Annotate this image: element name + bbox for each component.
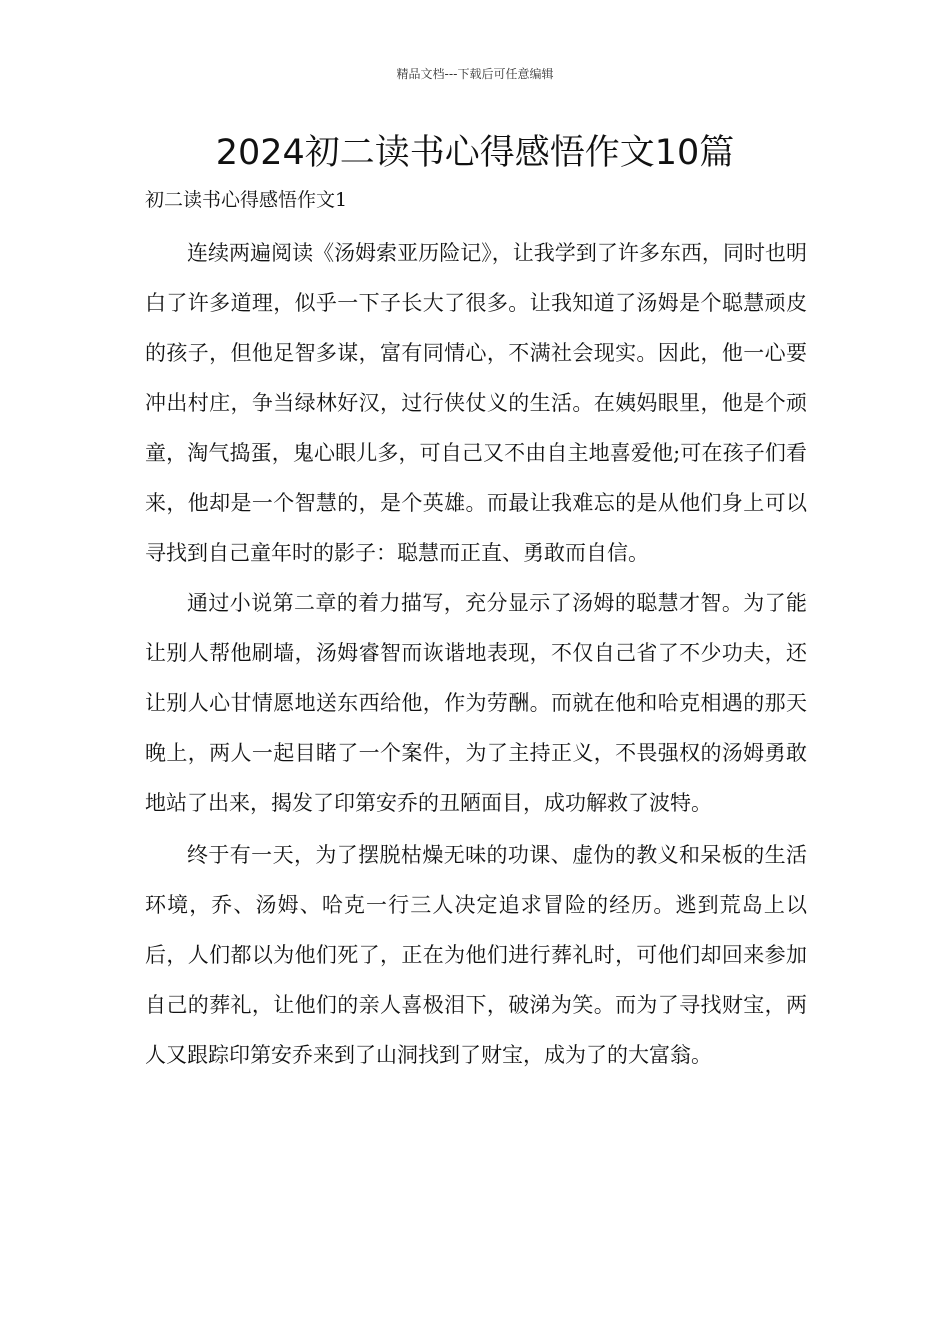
paragraph-3: 终于有一天，为了摆脱枯燥无味的功课、虚伪的教义和呆板的生活环境，乔、汤姆、哈克一行三人决定追求冒险的经历。逃到荒岛上以后，人们都以为他们死了，正在为他们进行葬礼时，可他们却回来参加自己的葬礼，让他们的亲人喜极泪下，破涕为笑。而为了寻找财宝，两人又跟踪印第安乔来到了山洞找到了财宝，成为了的大富翁。 xyxy=(145,843,807,1067)
header-note: 精品文档---下载后可任意编辑 xyxy=(396,67,554,81)
document-title: 2024初二读书心得感悟作文10篇 xyxy=(215,133,735,173)
essay-body xyxy=(145,228,807,1082)
essay-subtitle: 初二读书心得感悟作文1 xyxy=(145,189,348,211)
paragraph-2: 通过小说第二章的着力描写，充分显示了汤姆的聪慧才智。为了能让别人帮他刷墙，汤姆睿智而诙谐地表现，不仅自己省了不少功夫，还让别人心甘情愿地送东西给他，作为劳酬。而就在他和哈克相遇的那天晚上，两人一起目睹了一个案件，为了主持正义，不畏强权的汤姆勇敢地站了出来，揭发了印第安乔的丑陋面目，成功解救了波特。 xyxy=(145,591,807,815)
paragraph-1: 连续两遍阅读《汤姆索亚历险记》，让我学到了许多东西，同时也明白了许多道理，似乎一下子长大了很多。让我知道了汤姆是个聪慧顽皮的孩子，但他足智多谋，富有同情心，不满社会现实。因此，他一心要冲出村庄，争当绿林好汉，过行侠仗义的生活。在姨妈眼里，他是个顽童，淘气捣蛋，鬼心眼儿多，可自己又不由自主地喜爱他;可在孩子们看来，他却是一个智慧的，是个英雄。而最让我难忘的是从他们身上可以寻找到自己童年时的影子：聪慧而正直、勇敢而自信。 xyxy=(145,241,807,565)
